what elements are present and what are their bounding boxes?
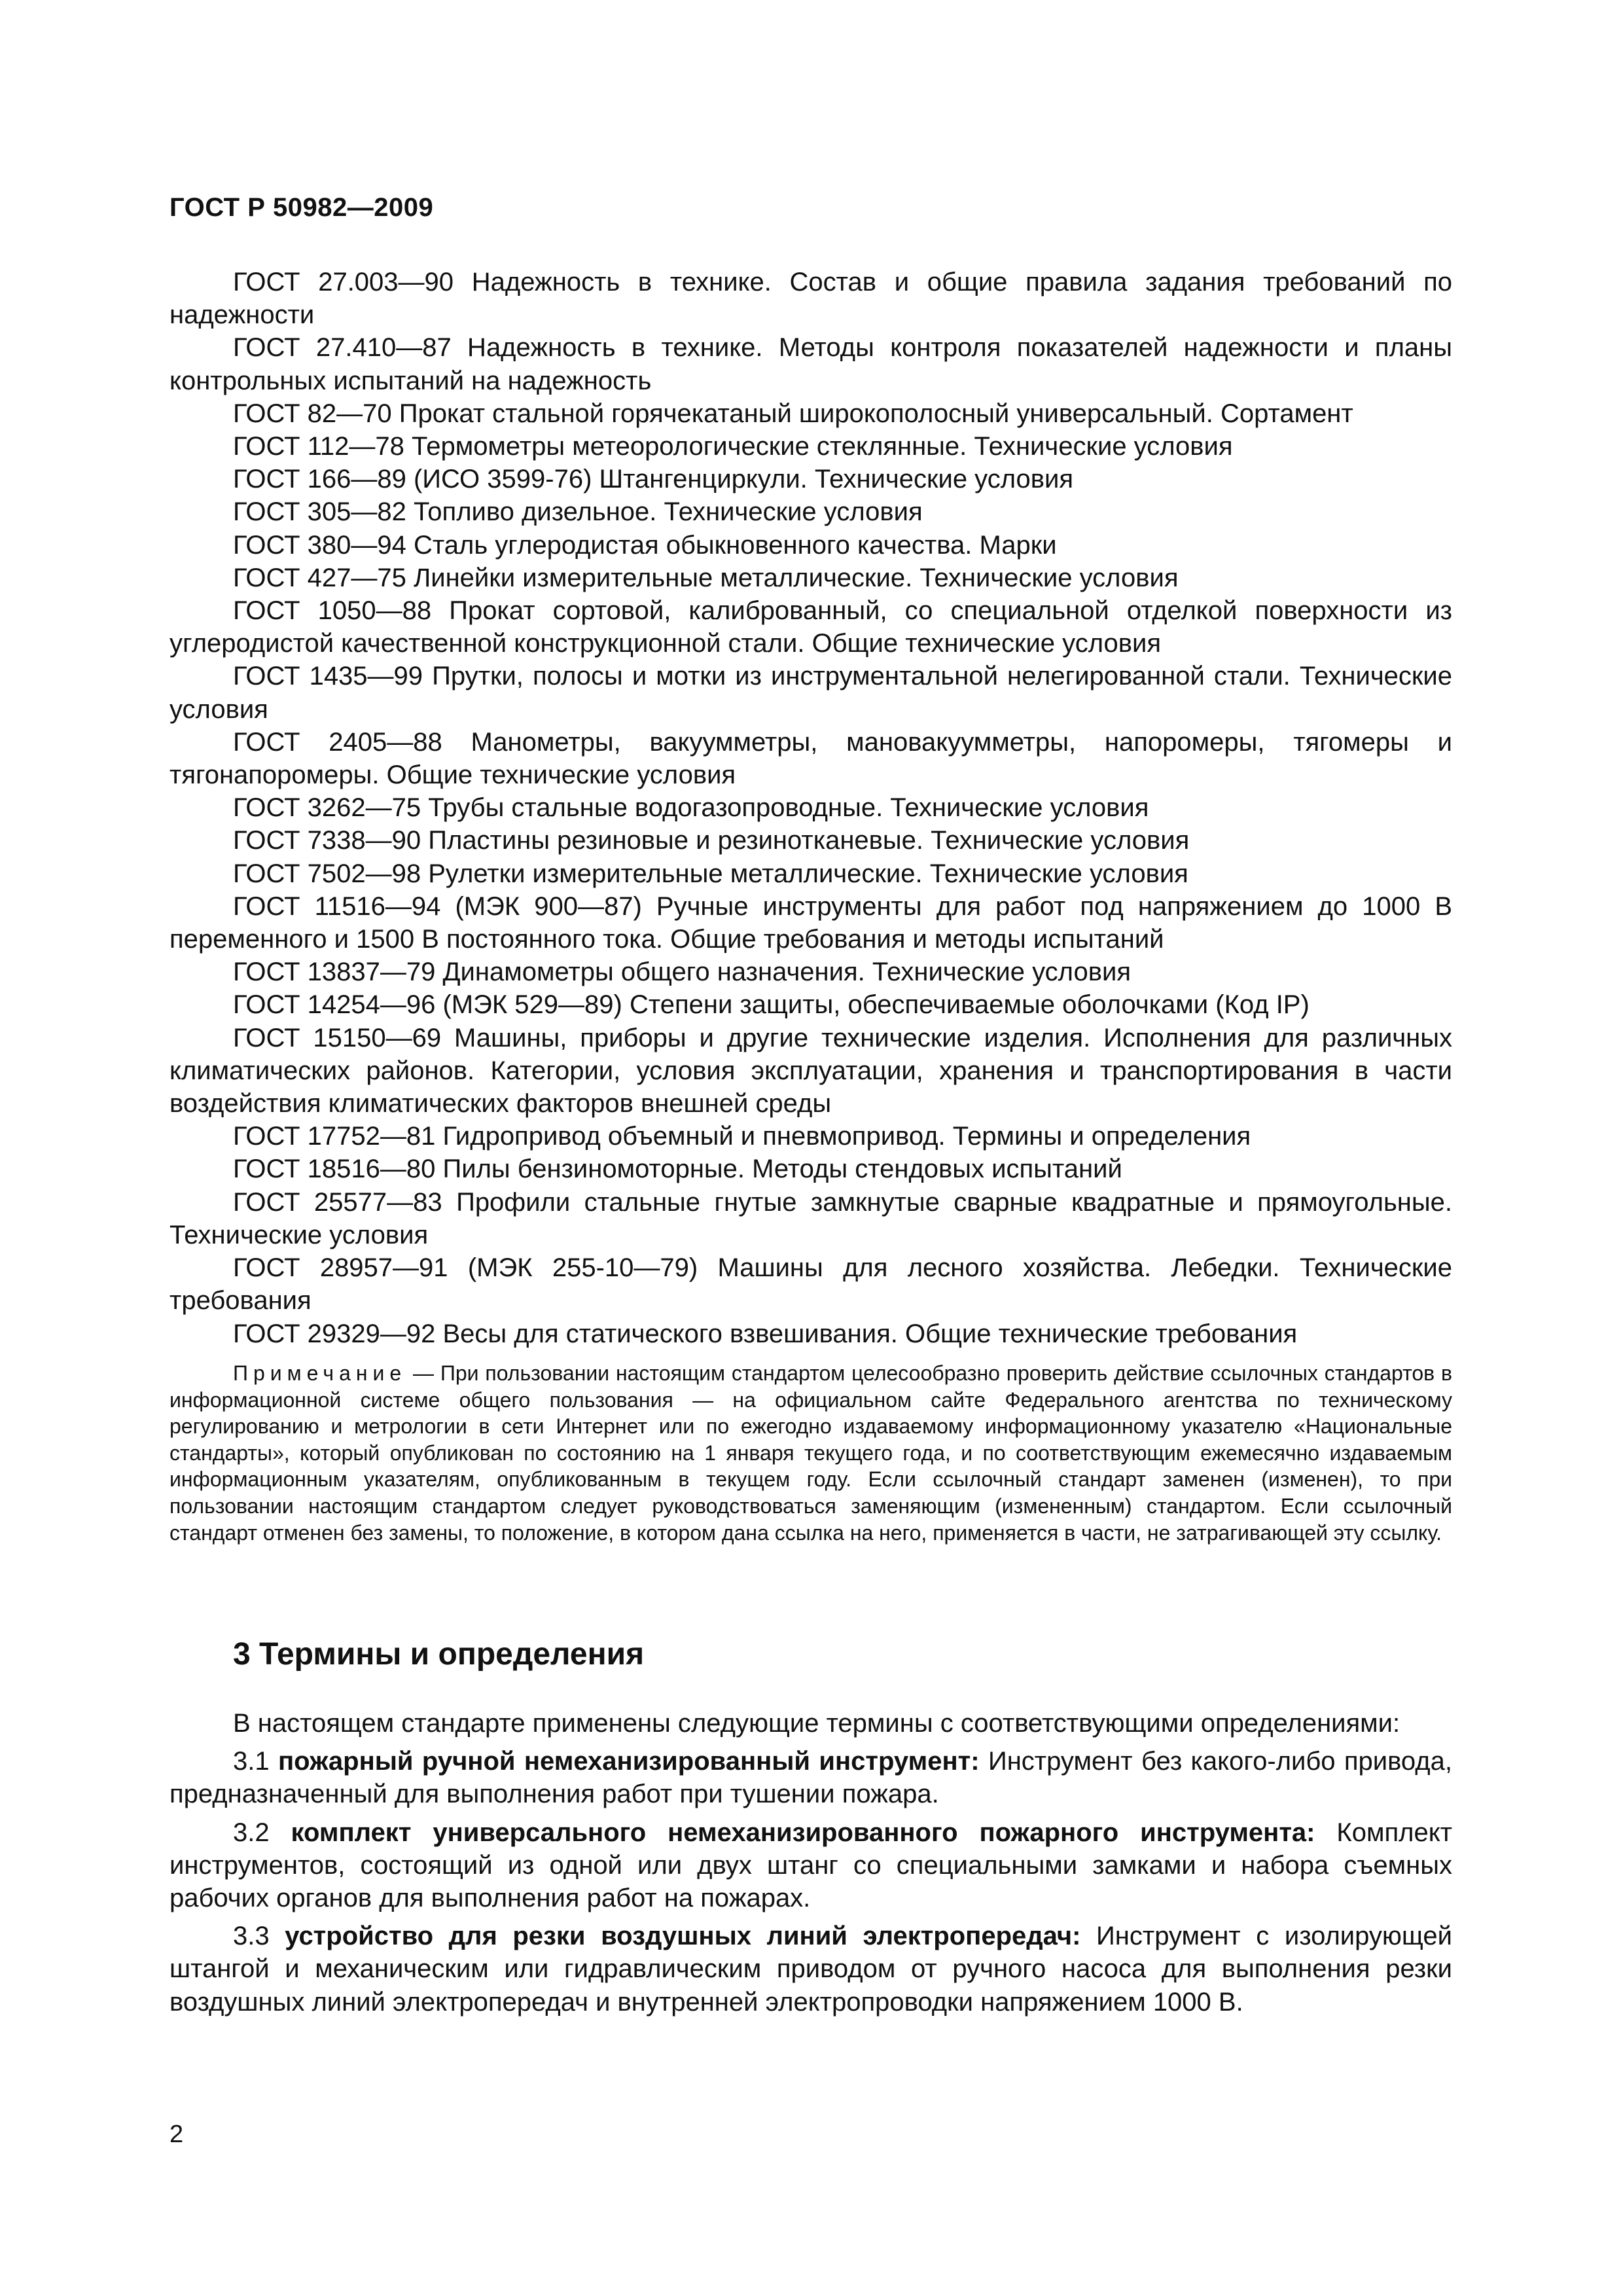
reference-item: ГОСТ 380—94 Сталь углеродистая обыкновенного качества. Марки [233, 530, 1057, 560]
reference-item: ГОСТ 18516—80 Пилы бензиномоторные. Методы стендовых испытаний [233, 1155, 1122, 1184]
reference-item: ГОСТ 1050—88 Прокат сортовой, калиброванный, со специальной отделкой поверхности из углеродистой качественной конструкционной стали. Общие технические условия [169, 596, 1452, 658]
section-title: 3 Термины и определения [233, 1637, 645, 1672]
normative-references-list [169, 266, 1452, 1350]
note-label: Примечание [233, 1361, 407, 1385]
term-definition: Инструмент с изолирующей штангой и механическим или гидравлическим приводом от ручного насоса для выполнения резки воздушных линий электропередач и внутренней электропроводки напряжением 1000 В. [169, 1922, 1452, 2017]
references-note [169, 1360, 1452, 1546]
reference-item: ГОСТ 7502—98 Рулетки измерительные металлические. Технические условия [233, 859, 1188, 888]
term-number: 3.2 [233, 1818, 270, 1847]
term-item [169, 1816, 1452, 1915]
term-number: 3.1 [233, 1747, 270, 1776]
reference-item: ГОСТ 28957—91 (МЭК 255-10—79) Машины для лесного хозяйства. Лебедки. Технические требования [169, 1253, 1452, 1316]
reference-item: ГОСТ 7338—90 Пластины резиновые и резинотканевые. Технические условия [233, 826, 1190, 855]
term-number: 3.3 [233, 1922, 270, 1951]
term-item [169, 1745, 1452, 1810]
document-header: ГОСТ Р 50982—2009 [169, 193, 434, 222]
reference-item: ГОСТ 17752—81 Гидропривод объемный и пневмопривод. Термины и определения [233, 1122, 1251, 1151]
term-name: устройство для резки воздушных линий электропередач: [285, 1922, 1081, 1951]
reference-item: ГОСТ 3262—75 Трубы стальные водогазопроводные. Технические условия [233, 793, 1149, 823]
reference-item: ГОСТ 14254—96 (МЭК 529—89) Степени защиты, обеспечиваемые оболочками (Код IP) [233, 990, 1310, 1020]
reference-item: ГОСТ 1435—99 Прутки, полосы и мотки из инструментальной нелегированной стали. Технические условия [169, 662, 1452, 724]
term-definition: Комплект инструментов, состоящий из одной или двух штанг со специальными замками и набора съемных рабочих органов для выполнения работ на пожарах. [169, 1818, 1452, 1913]
term-item [169, 1920, 1452, 2018]
reference-item: ГОСТ 166—89 (ИСО 3599-76) Штангенциркули. Технические условия [233, 465, 1074, 494]
terms-intro: В настоящем стандарте применены следующие термины с соответствующими определениями: [233, 1709, 1400, 1738]
term-name: пожарный ручной немеханизированный инструмент: [278, 1747, 980, 1776]
term-name: комплект универсального немеханизированного пожарного инструмента: [291, 1818, 1315, 1847]
reference-item: ГОСТ 112—78 Термометры метеорологические стеклянные. Технические условия [233, 432, 1233, 461]
reference-item: ГОСТ 13837—79 Динамометры общего назначения. Технические условия [233, 958, 1131, 987]
reference-item: ГОСТ 25577—83 Профили стальные гнутые замкнутые сварные квадратные и прямоугольные. Технические условия [169, 1187, 1452, 1249]
terms-section [169, 1707, 1452, 2024]
reference-item: ГОСТ 2405—88 Манометры, вакуумметры, мановакуумметры, напоромеры, тягомеры и тягонапоромеры. Общие технические условия [169, 727, 1452, 790]
reference-item: ГОСТ 27.003—90 Надежность в технике. Состав и общие правила задания требований по надежности [169, 268, 1452, 330]
note-text: — При пользовании настоящим стандартом целесообразно проверить действие ссылочных стандартов в информационной системе общего пользования — на официальном сайте Федерального агентства по техническому регулированию и метрологии в сети Интернет или по ежегодно издаваемому информационному указателю «Национальные стандарты», который опубликован по состоянию на 1 января текущего года, и по соответствующим ежемесячно издаваемым информационным указателям, опубликованным в текущем году. Если ссылочный стандарт заменен (изменен), то при пользовании настоящим стандартом следует руководствоваться заменяющим (измененным) стандартом. Если ссылочный стандарт отменен без замены, то положение, в котором дана ссылка на него, применяется в части, не затрагивающей эту ссылку. [169, 1361, 1452, 1545]
term-definition: Инструмент без какого-либо привода, предназначенный для выполнения работ при тушении пожара. [169, 1747, 1453, 1809]
reference-item: ГОСТ 15150—69 Машины, приборы и другие технические изделия. Исполнения для различных климатических районов. Категории, условия эксплуатации, хранения и транспортирования в части воздействия климатических факторов внешней среды [169, 1023, 1452, 1119]
note-paragraph [169, 1360, 1452, 1546]
page-number: 2 [169, 2121, 184, 2148]
reference-item: ГОСТ 29329—92 Весы для статического взвешивания. Общие технические требования [233, 1319, 1298, 1348]
reference-item: ГОСТ 305—82 Топливо дизельное. Технические условия [233, 497, 923, 527]
reference-item: ГОСТ 82—70 Прокат стальной горячекатаный широкополосный универсальный. Сортамент [233, 399, 1353, 428]
reference-item: ГОСТ 427—75 Линейки измерительные металлические. Технические условия [233, 563, 1179, 592]
reference-item: ГОСТ 11516—94 (МЭК 900—87) Ручные инструменты для работ под напряжением до 1000 В переменного и 1500 В постоянного тока. Общие требования и методы испытаний [169, 891, 1452, 954]
reference-item: ГОСТ 27.410—87 Надежность в технике. Методы контроля показателей надежности и планы контрольных испытаний на надежность [169, 333, 1452, 395]
